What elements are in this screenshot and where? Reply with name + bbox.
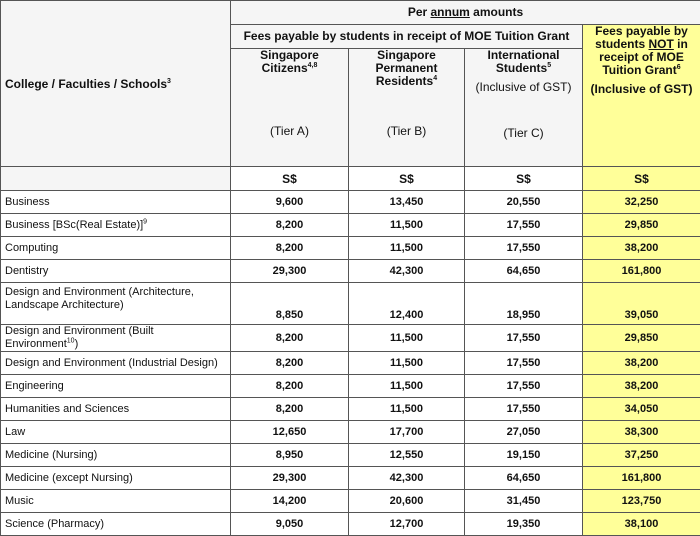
fee-cell-b: 12,400 bbox=[349, 283, 465, 325]
table-row bbox=[1, 237, 700, 260]
fee-cell-d: 38,300 bbox=[583, 421, 700, 444]
table-row bbox=[1, 352, 700, 375]
fee-cell-d: 29,850 bbox=[583, 214, 700, 237]
fee-cell-b: 11,500 bbox=[349, 237, 465, 260]
table-row bbox=[1, 375, 700, 398]
table-row bbox=[1, 191, 700, 214]
col-b-line2: Permanent bbox=[375, 61, 437, 75]
faculty-name-suffix: ) bbox=[75, 338, 79, 350]
fee-cell-c: 64,650 bbox=[465, 467, 583, 490]
faculty-name-cell bbox=[1, 398, 231, 421]
fee-cell-c: 17,550 bbox=[465, 214, 583, 237]
fee-cell-a: 29,300 bbox=[231, 260, 349, 283]
annum-text: annum bbox=[431, 5, 470, 19]
fee-cell-a: 9,050 bbox=[231, 513, 349, 536]
table-row bbox=[1, 325, 700, 352]
fee-cell-d: 29,850 bbox=[583, 325, 700, 352]
col-b-line3: Residents bbox=[376, 74, 433, 88]
faculty-name: Design and Environment (Architecture, Landscape Architecture) bbox=[5, 286, 194, 311]
fee-cell-d: 39,050 bbox=[583, 283, 700, 325]
faculty-name-cell bbox=[1, 325, 231, 352]
col-a-line2: Citizens bbox=[262, 61, 308, 75]
fee-rows bbox=[1, 191, 700, 536]
faculty-name-cell bbox=[1, 490, 231, 513]
col-a-line1: Singapore bbox=[260, 49, 319, 63]
faculty-name-cell bbox=[1, 352, 231, 375]
international-column-header bbox=[465, 49, 583, 167]
fee-cell-a: 8,200 bbox=[231, 352, 349, 375]
col-d-pre: Fees payable by students bbox=[595, 25, 688, 52]
grant-group-label: Fees payable by students in receipt of MOE Tuition Grant bbox=[244, 29, 570, 43]
currency-d: S$ bbox=[583, 167, 700, 191]
col-d-gst: (Inclusive of GST) bbox=[587, 83, 696, 96]
fee-cell-d: 161,800 bbox=[583, 467, 700, 490]
fee-cell-d: 38,200 bbox=[583, 237, 700, 260]
fee-cell-a: 8,950 bbox=[231, 444, 349, 467]
fee-cell-d: 37,250 bbox=[583, 444, 700, 467]
fee-cell-a: 9,600 bbox=[231, 191, 349, 214]
fee-cell-b: 12,700 bbox=[349, 513, 465, 536]
col-c-line2: Students bbox=[496, 61, 547, 75]
faculty-name-cell bbox=[1, 421, 231, 444]
fee-cell-b: 42,300 bbox=[349, 260, 465, 283]
fee-cell-d: 38,200 bbox=[583, 375, 700, 398]
faculty-name: Dentistry bbox=[5, 265, 48, 277]
fee-cell-a: 8,200 bbox=[231, 214, 349, 237]
fee-cell-d: 38,200 bbox=[583, 352, 700, 375]
fee-cell-c: 17,550 bbox=[465, 325, 583, 352]
fee-cell-d: 161,800 bbox=[583, 260, 700, 283]
col-c-footnote: 5 bbox=[547, 62, 551, 69]
fee-cell-b: 11,500 bbox=[349, 214, 465, 237]
per-text: Per bbox=[408, 5, 431, 19]
col-d-footnote: 6 bbox=[677, 64, 681, 71]
fee-cell-c: 31,450 bbox=[465, 490, 583, 513]
faculty-name: Music bbox=[5, 495, 34, 507]
table-row bbox=[1, 421, 700, 444]
fee-cell-a: 8,200 bbox=[231, 237, 349, 260]
faculty-name: Medicine (except Nursing) bbox=[5, 472, 133, 484]
col-b-footnote: 4 bbox=[433, 75, 437, 82]
faculty-name-cell bbox=[1, 214, 231, 237]
faculty-name-cell bbox=[1, 260, 231, 283]
fee-cell-a: 8,850 bbox=[231, 283, 349, 325]
faculty-name: Design and Environment (Industrial Design) bbox=[5, 357, 218, 369]
grant-group-header bbox=[231, 25, 583, 49]
table-row bbox=[1, 214, 700, 237]
faculty-name: Medicine (Nursing) bbox=[5, 449, 97, 461]
fee-cell-d: 123,750 bbox=[583, 490, 700, 513]
fee-cell-c: 17,550 bbox=[465, 375, 583, 398]
fee-cell-c: 20,550 bbox=[465, 191, 583, 214]
faculty-footnote: 9 bbox=[143, 218, 147, 225]
fee-cell-b: 11,500 bbox=[349, 352, 465, 375]
fee-cell-b: 11,500 bbox=[349, 375, 465, 398]
fee-cell-b: 11,500 bbox=[349, 398, 465, 421]
fee-cell-c: 19,150 bbox=[465, 444, 583, 467]
fee-cell-a: 8,200 bbox=[231, 325, 349, 352]
faculty-name: Business [BSc(Real Estate)] bbox=[5, 219, 143, 231]
amounts-text: amounts bbox=[470, 5, 523, 19]
faculty-name: Humanities and Sciences bbox=[5, 403, 129, 415]
fee-cell-b: 17,700 bbox=[349, 421, 465, 444]
college-column-header bbox=[1, 1, 231, 167]
fee-cell-d: 34,050 bbox=[583, 398, 700, 421]
faculty-name: Computing bbox=[5, 242, 58, 254]
fee-cell-b: 42,300 bbox=[349, 467, 465, 490]
faculty-name: Engineering bbox=[5, 380, 64, 392]
faculty-name-cell bbox=[1, 283, 231, 325]
currency-c: S$ bbox=[465, 167, 583, 191]
fee-cell-a: 29,300 bbox=[231, 467, 349, 490]
no-grant-column-header bbox=[583, 25, 700, 167]
table-row bbox=[1, 467, 700, 490]
faculty-name-cell bbox=[1, 444, 231, 467]
table-row bbox=[1, 283, 700, 325]
fee-cell-c: 17,550 bbox=[465, 237, 583, 260]
college-column-label: College / Faculties / Schools bbox=[5, 77, 167, 91]
faculty-name: Science (Pharmacy) bbox=[5, 518, 104, 530]
table-row bbox=[1, 398, 700, 421]
currency-b: S$ bbox=[349, 167, 465, 191]
table-row bbox=[1, 513, 700, 536]
col-d-post: in receipt of MOE Tuition Grant bbox=[599, 37, 688, 77]
currency-blank-cell bbox=[1, 167, 231, 191]
citizens-column-header bbox=[231, 49, 349, 167]
fee-cell-c: 18,950 bbox=[465, 283, 583, 325]
faculty-name-cell bbox=[1, 237, 231, 260]
fee-cell-d: 32,250 bbox=[583, 191, 700, 214]
tier-b-label: (Tier B) bbox=[353, 125, 460, 138]
fee-cell-b: 13,450 bbox=[349, 191, 465, 214]
table-row bbox=[1, 260, 700, 283]
fee-cell-c: 19,350 bbox=[465, 513, 583, 536]
tier-a-label: (Tier A) bbox=[235, 125, 344, 138]
faculty-footnote: 10 bbox=[67, 337, 75, 344]
fee-cell-c: 17,550 bbox=[465, 398, 583, 421]
per-annum-header bbox=[231, 1, 700, 25]
fee-cell-c: 27,050 bbox=[465, 421, 583, 444]
col-c-line1: International bbox=[487, 49, 559, 63]
faculty-name-cell bbox=[1, 191, 231, 214]
fee-cell-a: 8,200 bbox=[231, 375, 349, 398]
fee-cell-d: 38,100 bbox=[583, 513, 700, 536]
col-a-footnote: 4,8 bbox=[308, 62, 318, 69]
currency-a: S$ bbox=[231, 167, 349, 191]
col-c-gst: (Inclusive of GST) bbox=[469, 81, 578, 94]
faculty-name-cell bbox=[1, 375, 231, 398]
pr-column-header bbox=[349, 49, 465, 167]
table-row bbox=[1, 490, 700, 513]
fee-cell-b: 20,600 bbox=[349, 490, 465, 513]
faculty-name-cell bbox=[1, 467, 231, 490]
col-b-line1: Singapore bbox=[377, 49, 436, 63]
fee-cell-b: 12,550 bbox=[349, 444, 465, 467]
fee-cell-b: 11,500 bbox=[349, 325, 465, 352]
fee-cell-a: 14,200 bbox=[231, 490, 349, 513]
fee-cell-a: 8,200 bbox=[231, 398, 349, 421]
fee-cell-c: 17,550 bbox=[465, 352, 583, 375]
col-d-not: NOT bbox=[649, 37, 674, 51]
faculty-name: Design and Environment (Built Environment bbox=[5, 325, 154, 350]
fee-cell-c: 64,650 bbox=[465, 260, 583, 283]
faculty-name-cell bbox=[1, 513, 231, 536]
table-row bbox=[1, 444, 700, 467]
college-footnote: 3 bbox=[167, 78, 171, 85]
tier-c-label: (Tier C) bbox=[469, 127, 578, 140]
faculty-name: Business bbox=[5, 196, 50, 208]
faculty-name: Law bbox=[5, 426, 25, 438]
fee-cell-a: 12,650 bbox=[231, 421, 349, 444]
